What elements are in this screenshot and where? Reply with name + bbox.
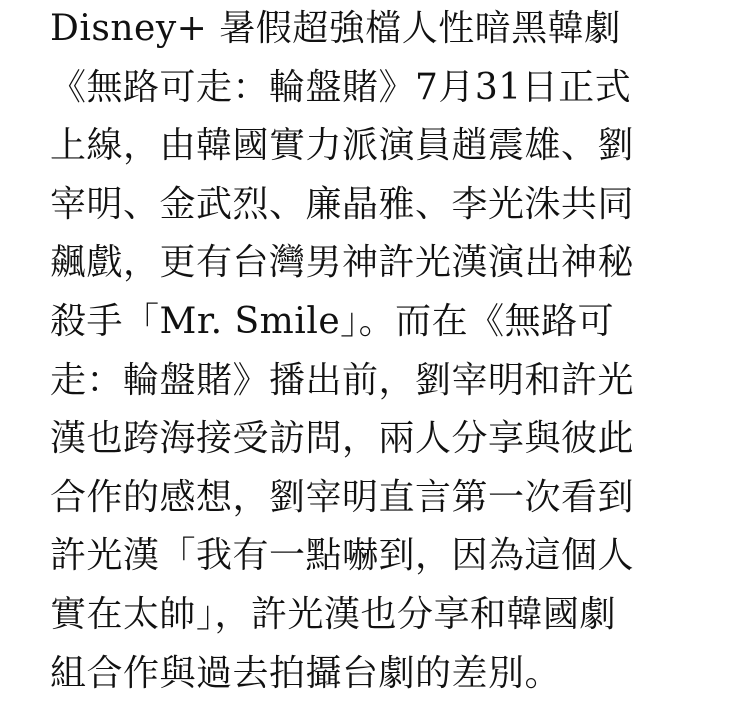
article-line: 飆戲，更有台灣男神許光漢演出神秘 xyxy=(50,242,635,284)
article-line: 許光漢「我有一點嚇到，因為這個人 xyxy=(50,535,635,577)
article-line: 合作的感想，劉宰明直言第一次看到 xyxy=(50,476,635,518)
article-line: 組合作與過去拍攝台劇的差別。 xyxy=(50,652,562,694)
article-line: 實在太帥」，許光漢也分享和韓國劇 xyxy=(50,593,617,635)
article-body xyxy=(50,0,730,703)
article-line: Disney+ 暑假超強檔人性暗黑韓劇 xyxy=(50,8,621,49)
article-line: 宰明、金武烈、廉晶雅、李光洙共同 xyxy=(50,183,635,225)
article-line: 漢也跨海接受訪問，兩人分享與彼此 xyxy=(50,418,635,460)
article-line: 上線，由韓國實力派演員趙震雄、劉 xyxy=(50,125,635,167)
article-line: 殺手「Mr. Smile」。而在《無路可 xyxy=(50,300,615,342)
article-line: 走：輪盤賭》播出前，劉宰明和許光 xyxy=(50,359,635,401)
article-line: 《無路可走：輪盤賭》7月31日正式 xyxy=(50,66,632,108)
